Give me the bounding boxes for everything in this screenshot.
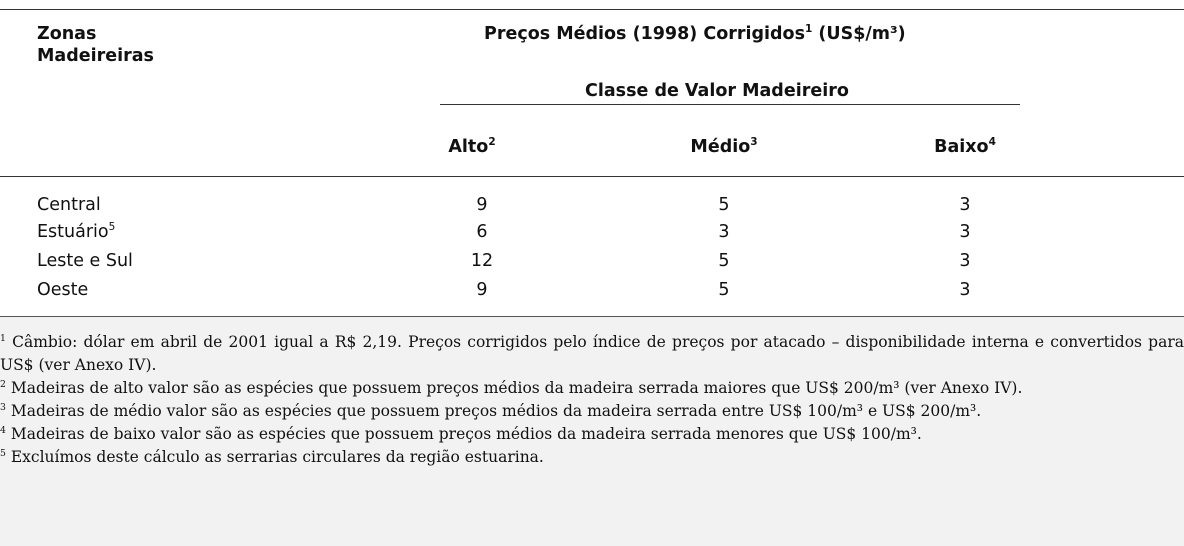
footnote-number: 3 <box>0 401 6 413</box>
footnote-text: Madeiras de baixo valor são as espécies que possuem preços médios da madeira serrada menores que US$ 100/m³. <box>5 425 922 443</box>
column-header-baixo-ref: 4 <box>988 136 996 149</box>
zone-cell <box>37 194 101 216</box>
zone-cell <box>37 221 115 243</box>
baixo-cell: 3 <box>959 222 971 242</box>
column-header-medio-ref: 3 <box>750 136 758 149</box>
class-rule <box>440 104 1020 105</box>
footnote-number: 5 <box>0 447 6 459</box>
medio-cell: 5 <box>718 251 730 271</box>
column-header-medio-label: Médio <box>690 137 751 157</box>
price-title <box>484 23 906 45</box>
footnote <box>0 400 1184 423</box>
column-header-alto-ref: 2 <box>488 136 496 149</box>
column-header-alto <box>412 136 532 158</box>
footnote-number: 4 <box>0 424 6 436</box>
alto-cell: 12 <box>470 251 494 271</box>
footnote <box>0 446 1184 469</box>
medio-cell: 3 <box>718 222 730 242</box>
baixo-cell: 3 <box>959 195 971 215</box>
baixo-cell: 3 <box>959 280 971 300</box>
zone-name: Oeste <box>37 280 89 300</box>
footnote-number: 2 <box>0 378 6 390</box>
zone-name: Central <box>37 195 101 215</box>
footnote <box>0 423 1184 446</box>
table-row <box>0 250 1184 272</box>
baixo-cell: 3 <box>959 251 971 271</box>
zone-header-line1: Zonas <box>37 24 97 44</box>
footnote-text: Madeiras de médio valor são as espécies que possuem preços médios da madeira serrada entre US$ 100/m³ e US$ 200/m³. <box>5 402 982 420</box>
zone-name: Estuário <box>37 222 109 242</box>
zone-cell <box>37 250 133 272</box>
footnote-number: 1 <box>0 332 6 344</box>
zone-header-line2: Madeireiras <box>37 46 154 66</box>
column-header-medio <box>664 136 784 158</box>
footnote-text: Madeiras de alto valor são as espécies que possuem preços médios da madeira serrada maiores que US$ 200/m³ (ver Anexo IV). <box>5 379 1023 397</box>
zone-column-header <box>37 23 154 67</box>
zone-footnote-ref: 5 <box>108 221 116 234</box>
alto-cell: 9 <box>476 280 488 300</box>
alto-cell: 9 <box>476 195 488 215</box>
price-title-footnote-ref: 1 <box>804 23 813 36</box>
top-rule <box>0 9 1184 10</box>
column-header-baixo <box>905 136 1025 158</box>
table-row <box>0 221 1184 243</box>
table-row <box>0 194 1184 216</box>
zone-cell <box>37 279 88 301</box>
footnote-text: Câmbio: dólar em abril de 2001 igual a R$ 2,19. Preços corrigidos pelo índice de preços por atacado – disponibilidade interna e convertidos para US$ (ver Anexo IV). <box>0 333 1184 374</box>
footnote <box>0 377 1184 400</box>
header-rule <box>0 176 1184 177</box>
footnote <box>0 331 1184 377</box>
class-title: Classe de Valor Madeireiro <box>585 81 849 101</box>
footnotes-list <box>0 331 1184 469</box>
price-title-unit: (US$/m³) <box>812 24 906 44</box>
medio-cell: 5 <box>718 280 730 300</box>
zone-name: Leste e Sul <box>37 251 133 271</box>
medio-cell: 5 <box>718 195 730 215</box>
price-title-text: Preços Médios (1998) Corrigidos <box>484 24 805 44</box>
alto-cell: 6 <box>476 222 488 242</box>
table-row <box>0 279 1184 301</box>
column-header-baixo-label: Baixo <box>934 137 989 157</box>
column-header-alto-label: Alto <box>448 137 489 157</box>
footnote-text: Excluímos deste cálculo as serrarias circulares da região estuarina. <box>5 448 544 466</box>
footnotes-box <box>0 316 1184 546</box>
